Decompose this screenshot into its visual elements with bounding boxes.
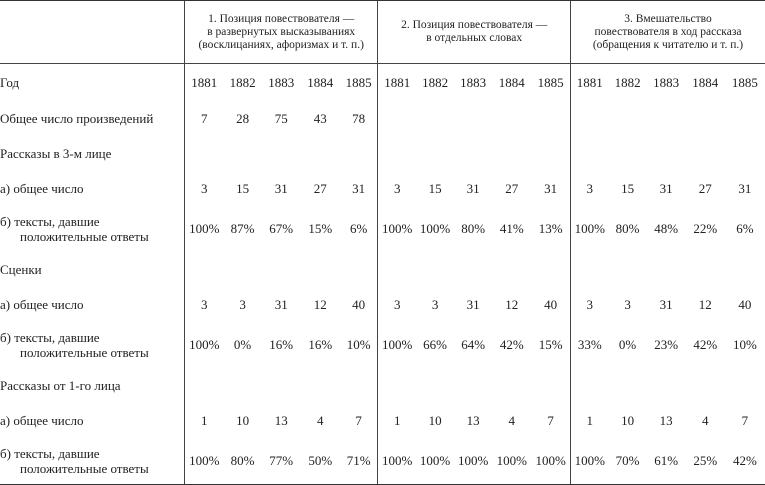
table-cell: 15% xyxy=(538,337,563,352)
table-cell: 1 xyxy=(184,403,223,438)
table-cell: 13 xyxy=(274,412,288,428)
table-cell xyxy=(686,136,725,171)
table-cell xyxy=(725,368,765,403)
table-cell: 23% xyxy=(654,337,679,352)
table-cell: 100% xyxy=(416,438,454,484)
table-row xyxy=(0,438,765,484)
table-cell xyxy=(416,252,454,287)
table-cell: 1881 xyxy=(378,64,416,101)
row-label-text: а) общее число xyxy=(0,180,84,196)
table-cell: 1 xyxy=(570,403,608,438)
row-label-text: а) общее число xyxy=(0,412,84,428)
table-cell xyxy=(686,368,725,403)
row-label-text: Рассказы в 3-м лице xyxy=(0,145,112,161)
table-cell xyxy=(686,101,725,136)
row-label xyxy=(0,171,184,206)
table-cell xyxy=(378,101,416,136)
table-cell: 3 xyxy=(624,296,631,312)
table-cell: 12 xyxy=(698,296,712,312)
row-label xyxy=(0,64,184,101)
table-row xyxy=(0,136,765,171)
table-cell: 7 xyxy=(741,412,749,428)
table-cell: 13% xyxy=(538,221,563,236)
table-cell: 33% xyxy=(570,322,608,368)
row-label-text: Общее число произведений xyxy=(0,110,154,126)
table-cell: 10 xyxy=(621,412,635,428)
table-cell: 100% xyxy=(570,438,608,484)
table-cell: 7 xyxy=(547,412,554,428)
table-cell xyxy=(492,368,531,403)
table-cell: 71% xyxy=(340,438,378,484)
row-label-text: Рассказы от 1-го лица xyxy=(0,377,121,393)
table-cell: 7 xyxy=(355,412,362,428)
table-cell xyxy=(262,368,301,403)
table-cell: 7 xyxy=(184,101,223,136)
table-cell: 10% xyxy=(346,337,371,352)
group-header-2 xyxy=(378,1,571,64)
table-cell: 1885 xyxy=(345,74,372,90)
table-cell: 80% xyxy=(461,221,486,236)
row-label xyxy=(0,438,184,484)
table-body xyxy=(0,64,765,485)
table-cell: 10% xyxy=(732,337,757,352)
row-label-text: а) общее число xyxy=(0,296,84,312)
table-cell xyxy=(609,252,647,287)
row-label-text: б) тексты, давшие xyxy=(0,330,100,345)
table-cell: 3 xyxy=(570,287,608,322)
group-header-1-line1: 1. Позиция повествователя — xyxy=(208,12,355,25)
table-cell: 3 xyxy=(378,171,416,206)
table-cell: 16% xyxy=(269,337,294,352)
table-cell: 100% xyxy=(454,438,492,484)
table-row xyxy=(0,322,765,368)
table-cell: 77% xyxy=(262,438,301,484)
table-row xyxy=(0,206,765,252)
table-cell: 28 xyxy=(236,110,250,126)
table-cell xyxy=(531,368,570,403)
group-header-3 xyxy=(570,1,765,64)
table-cell: 13 xyxy=(659,412,673,428)
table-cell: 42% xyxy=(693,337,718,352)
table-cell: 75 xyxy=(274,110,288,126)
table-cell: 1881 xyxy=(570,64,608,101)
table-cell: 3 xyxy=(239,296,246,312)
table-cell: 13 xyxy=(466,412,480,428)
table-cell: 31 xyxy=(659,180,673,196)
table-row xyxy=(0,287,765,322)
group-header-1-line2: в развернутых высказываниях xyxy=(207,25,356,38)
table-cell: 67% xyxy=(269,221,294,236)
table-cell: 22% xyxy=(693,221,718,236)
group-header-3-line1: 3. Вмешательство xyxy=(624,12,712,25)
table-cell xyxy=(609,101,647,136)
table-row xyxy=(0,368,765,403)
table-cell: 100% xyxy=(184,322,223,368)
table-cell xyxy=(492,136,531,171)
table-cell: 100% xyxy=(492,438,531,484)
table-cell: 15 xyxy=(428,180,442,196)
table-cell: 1883 xyxy=(460,74,487,90)
table-cell xyxy=(416,368,454,403)
row-label xyxy=(0,287,184,322)
table-cell: 1883 xyxy=(653,74,680,90)
table-cell xyxy=(492,101,531,136)
table-cell xyxy=(262,252,301,287)
table-cell: 3 xyxy=(431,296,439,312)
table-cell: 1882 xyxy=(614,74,641,90)
row-label xyxy=(0,403,184,438)
table-cell: 1885 xyxy=(731,74,758,90)
table-cell xyxy=(378,368,416,403)
table-cell: 27 xyxy=(505,180,519,196)
table-cell xyxy=(531,101,570,136)
row-label-text: б) тексты, давшие xyxy=(0,445,100,461)
table-cell: 3 xyxy=(570,171,608,206)
table-cell xyxy=(647,252,686,287)
table-cell: 10 xyxy=(236,412,250,428)
table-cell: 6% xyxy=(349,221,368,236)
row-label-text: Сценки xyxy=(0,261,42,277)
table-cell: 100% xyxy=(378,438,416,484)
row-label xyxy=(0,368,184,403)
table-cell: 1884 xyxy=(307,74,334,90)
table-cell xyxy=(647,368,686,403)
table-cell: 31 xyxy=(738,180,752,196)
table-cell: 87% xyxy=(230,221,255,236)
table-cell: 31 xyxy=(352,180,366,196)
table-cell: 100% xyxy=(184,438,223,484)
row-label xyxy=(0,206,184,252)
table-cell: 10 xyxy=(428,412,442,428)
table-cell: 1884 xyxy=(692,74,719,90)
table-cell: 15 xyxy=(621,180,635,196)
table-cell xyxy=(224,136,262,171)
table-cell xyxy=(647,101,686,136)
row-label-text-line2: положительные ответы xyxy=(20,460,149,476)
table-row xyxy=(0,171,765,206)
table-cell: 64% xyxy=(461,337,486,352)
table-cell xyxy=(725,252,765,287)
row-label xyxy=(0,322,184,368)
table-row xyxy=(0,403,765,438)
table-cell xyxy=(301,136,340,171)
table-row xyxy=(0,101,765,136)
table-cell: 15% xyxy=(308,221,333,236)
table-cell: 1882 xyxy=(422,74,449,90)
table-cell: 1 xyxy=(378,403,416,438)
table-cell: 43 xyxy=(313,110,327,126)
table-cell xyxy=(686,252,725,287)
table-cell xyxy=(301,368,340,403)
table-cell: 4 xyxy=(317,412,324,428)
table-cell: 1884 xyxy=(498,74,525,90)
table-cell: 0% xyxy=(233,337,252,352)
table-cell: 31 xyxy=(274,180,288,196)
table-cell: 78 xyxy=(352,110,366,126)
table-cell xyxy=(378,136,416,171)
table-cell: 100% xyxy=(531,438,570,484)
table-cell: 80% xyxy=(615,221,640,236)
table-cell xyxy=(184,252,223,287)
table-cell: 100% xyxy=(419,221,451,236)
table-cell xyxy=(340,252,378,287)
table-cell: 1885 xyxy=(537,74,564,90)
group-header-3-line3: (обращения к читателю и т. п.) xyxy=(592,38,744,51)
table-cell: 50% xyxy=(301,438,340,484)
row-label-text: б) тексты, давшие xyxy=(0,214,100,229)
table-cell: 31 xyxy=(544,180,558,196)
table-cell: 16% xyxy=(308,337,333,352)
table-cell: 31 xyxy=(659,296,673,312)
row-label-text-line2: положительные ответы xyxy=(20,229,149,244)
group-header-2-line1: 2. Позиция повествователя — xyxy=(401,19,548,31)
table-cell: 1882 xyxy=(229,74,256,90)
table-cell xyxy=(184,136,223,171)
table-cell: 80% xyxy=(224,438,262,484)
header-corner xyxy=(0,1,184,64)
table-cell xyxy=(531,252,570,287)
group-header-1-line3: (восклицаниях, афоризмах и т. п.) xyxy=(198,38,364,51)
table-cell: 41% xyxy=(499,221,524,236)
table-cell xyxy=(301,252,340,287)
table-cell: 3 xyxy=(378,287,416,322)
table-cell xyxy=(570,252,608,287)
table-cell: 1881 xyxy=(184,64,223,101)
table-cell xyxy=(378,252,416,287)
table-cell: 4 xyxy=(702,412,709,428)
row-label-text-line2: положительные ответы xyxy=(20,345,149,360)
table-cell: 31 xyxy=(274,296,288,312)
table-cell: 70% xyxy=(609,438,647,484)
row-label-text: Год xyxy=(0,74,20,90)
table-cell: 61% xyxy=(647,438,686,484)
table-cell xyxy=(416,101,454,136)
group-header-3-line2: повествователя в ход рассказа xyxy=(594,25,742,38)
table-row xyxy=(0,64,765,101)
table-cell xyxy=(416,136,454,171)
table-cell xyxy=(492,252,531,287)
table-cell: 100% xyxy=(184,206,223,252)
row-label xyxy=(0,101,184,136)
table-cell: 0% xyxy=(618,337,637,352)
table-cell: 6% xyxy=(736,221,754,236)
row-label xyxy=(0,252,184,287)
table-cell: 66% xyxy=(423,337,447,352)
table-cell xyxy=(570,101,608,136)
table-row xyxy=(0,252,765,287)
group-header-2-line2: в отдельных словах xyxy=(426,32,523,44)
table-cell xyxy=(184,368,223,403)
table-cell: 40 xyxy=(544,296,558,312)
table-cell: 27 xyxy=(698,180,712,196)
row-label xyxy=(0,136,184,171)
table-cell: 100% xyxy=(378,322,416,368)
table-cell xyxy=(454,136,492,171)
table-cell: 1883 xyxy=(268,74,295,90)
table-cell xyxy=(531,136,570,171)
table-cell: 48% xyxy=(654,221,679,236)
table-cell xyxy=(340,136,378,171)
table-cell xyxy=(224,252,262,287)
table-cell: 15 xyxy=(236,180,250,196)
table-cell xyxy=(609,368,647,403)
table-cell xyxy=(454,252,492,287)
table-cell xyxy=(262,136,301,171)
table-cell: 40 xyxy=(352,296,366,312)
table-cell: 42% xyxy=(499,337,524,352)
table-cell xyxy=(454,101,492,136)
table-cell xyxy=(609,136,647,171)
table-cell xyxy=(570,368,608,403)
table-cell: 27 xyxy=(313,180,327,196)
header-row xyxy=(0,1,765,64)
table-cell xyxy=(647,136,686,171)
table-cell: 40 xyxy=(738,296,752,312)
table-cell: 4 xyxy=(508,412,515,428)
table-cell: 100% xyxy=(378,206,416,252)
table-cell: 31 xyxy=(466,180,480,196)
table-cell: 12 xyxy=(313,296,327,312)
table-cell: 3 xyxy=(184,287,223,322)
table-cell: 100% xyxy=(570,206,608,252)
table-cell: 25% xyxy=(686,438,725,484)
group-header-1 xyxy=(184,1,377,64)
table-cell: 3 xyxy=(184,171,223,206)
table-cell xyxy=(570,136,608,171)
table-cell: 31 xyxy=(466,296,480,312)
table-cell xyxy=(224,368,262,403)
table-cell xyxy=(340,368,378,403)
table-cell xyxy=(725,136,765,171)
table-cell: 42% xyxy=(725,438,765,484)
table-cell: 12 xyxy=(505,296,519,312)
table-cell xyxy=(454,368,492,403)
table-cell xyxy=(725,101,765,136)
